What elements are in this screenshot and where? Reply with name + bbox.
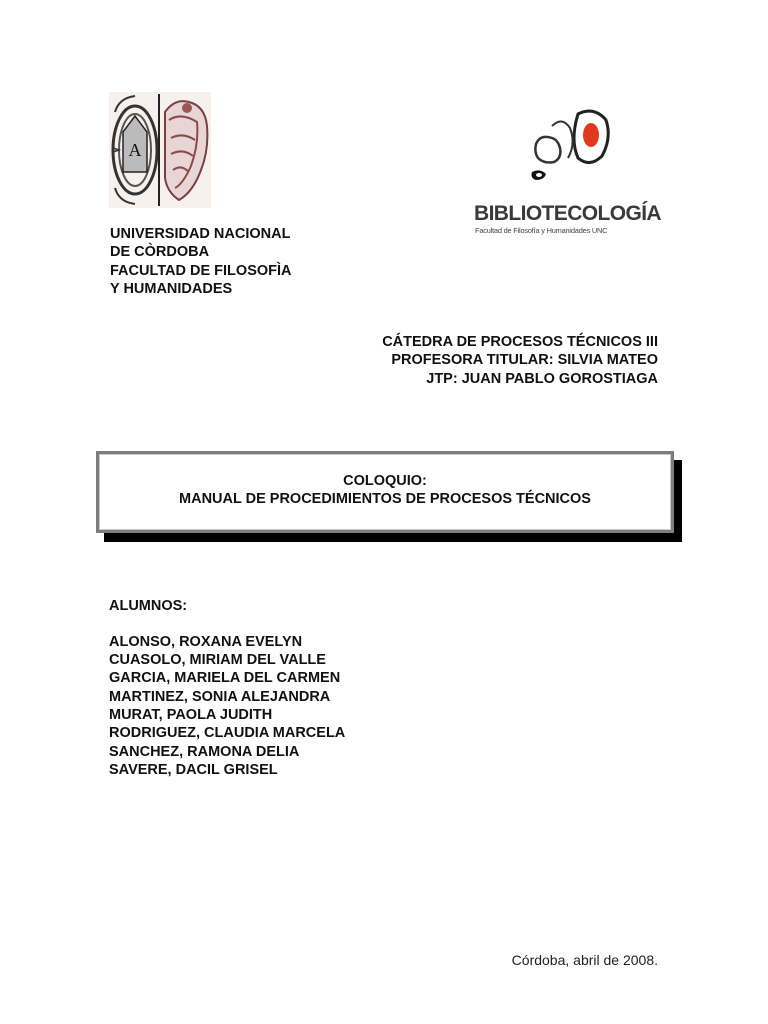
chair-line: PROFESORA TITULAR: SILVIA MATEO (391, 352, 658, 369)
logo-subtitle: Facultad de Filosofía y Humanidades UNC (475, 226, 608, 235)
student-name: SAVERE, DACIL GRISEL (109, 761, 278, 778)
student-name: CUASOLO, MIRIAM DEL VALLE (109, 652, 326, 669)
student-name: GARCIA, MARIELA DEL CARMEN (109, 670, 341, 687)
chair-block (382, 333, 658, 388)
chair-line: CÁTEDRA DE PROCESOS TÉCNICOS III (382, 334, 658, 350)
title-line-1: COLOQUIO: (343, 473, 427, 489)
student-name: MARTINEZ, SONIA ALEJANDRA (109, 688, 331, 705)
logo-title: BIBLIOTECOLOGÍA (474, 202, 661, 225)
students-block (109, 597, 345, 779)
student-name: SANCHEZ, RAMONA DELIA (109, 743, 300, 760)
university-block (110, 225, 292, 298)
student-name: ALONSO, ROXANA EVELYN (109, 633, 303, 650)
university-line: UNIVERSIDAD NACIONAL (110, 226, 291, 242)
students-heading: ALUMNOS: (109, 598, 188, 614)
title-box-content (99, 454, 671, 530)
university-line: Y HUMANIDADES (110, 280, 233, 297)
university-seal-icon (109, 92, 211, 208)
university-line: FACULTAD DE FILOSOFÌA (110, 262, 292, 279)
title-box (96, 451, 674, 533)
student-name: RODRIGUEZ, CLAUDIA MARCELA (109, 725, 346, 742)
title-line-2: MANUAL DE PROCEDIMIENTOS DE PROCESOS TÉCNICOS (179, 491, 591, 508)
student-name: MURAT, PAOLA JUDITH (109, 706, 273, 723)
place-date: Córdoba, abril de 2008. (511, 952, 658, 968)
university-line: DE CÒRDOBA (110, 244, 210, 261)
chair-line: JTP: JUAN PABLO GOROSTIAGA (426, 370, 658, 387)
svg-text:A: A (128, 140, 142, 160)
